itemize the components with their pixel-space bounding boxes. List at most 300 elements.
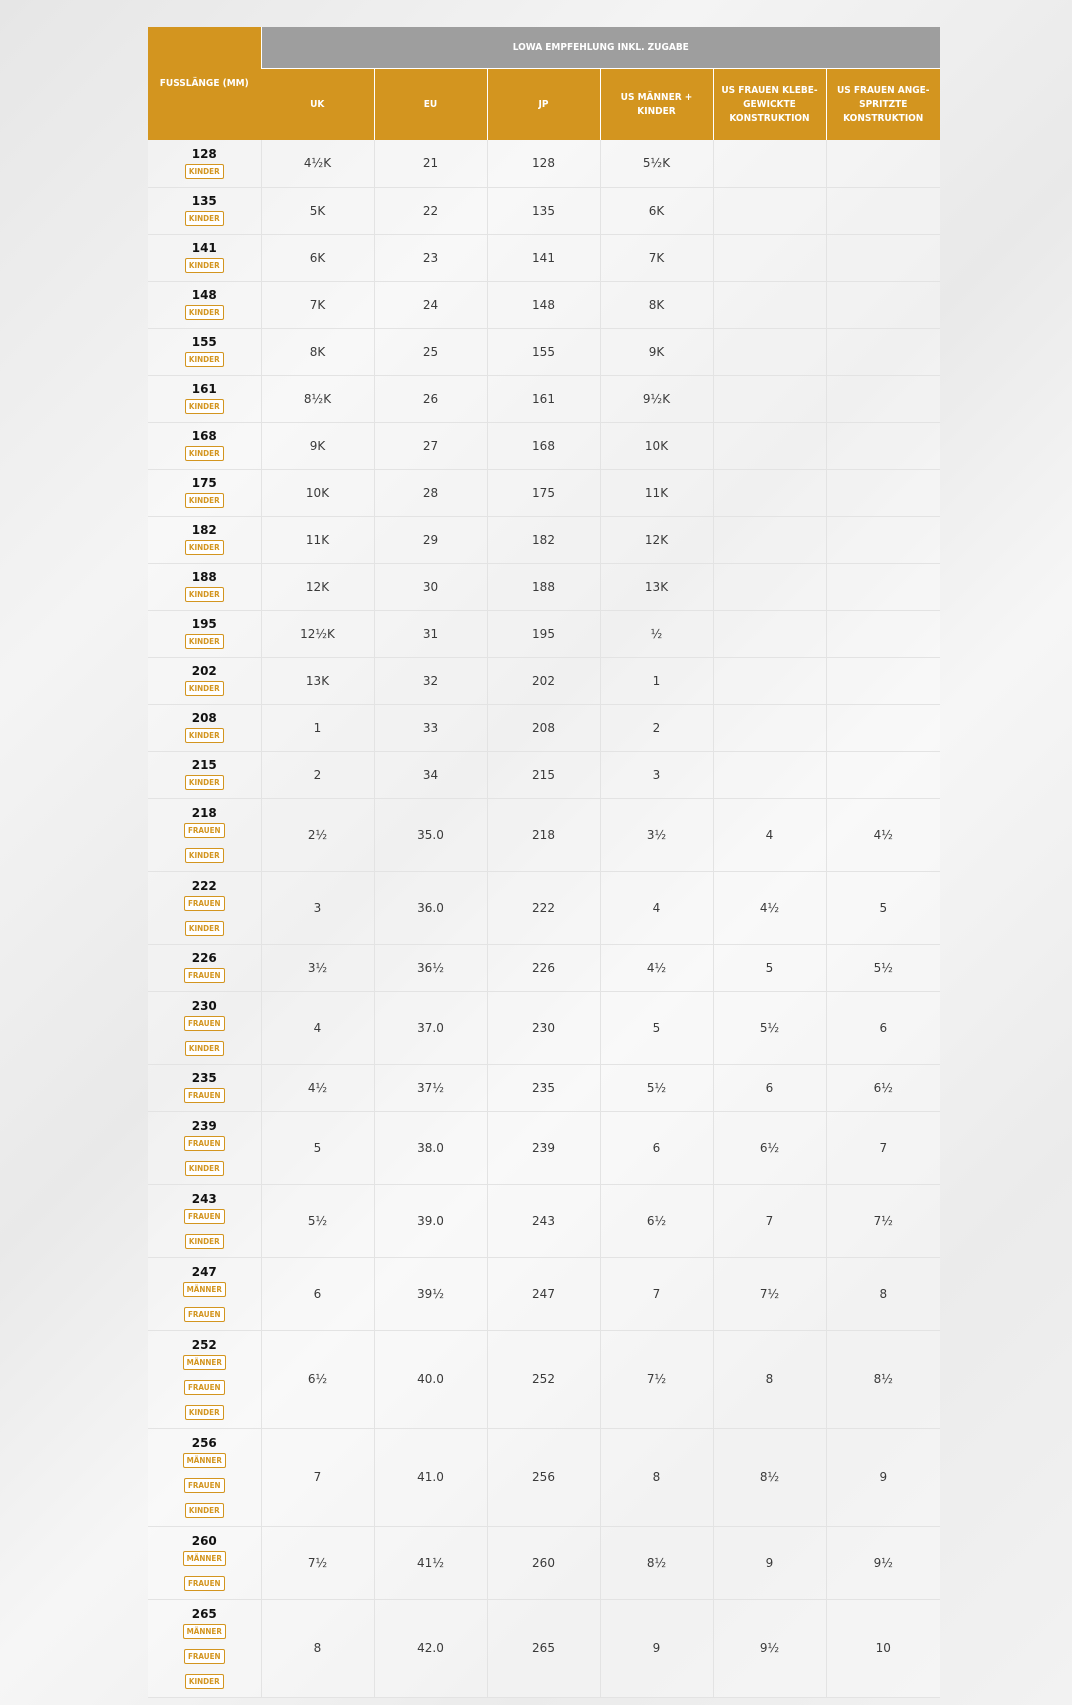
jp-size-cell: 148 <box>487 281 600 328</box>
foot-length-value: 141 <box>191 241 217 255</box>
eu-size-cell: 34 <box>374 751 487 798</box>
uk-size-cell: 9K <box>261 422 374 469</box>
jp-size-cell: 265 <box>487 1599 600 1697</box>
category-badge: FRAUEN <box>184 823 225 838</box>
foot-length-value: 202 <box>191 664 217 678</box>
table-row <box>148 657 940 704</box>
jp-size-cell: 243 <box>487 1184 600 1257</box>
eu-size-cell: 36.0 <box>374 871 487 944</box>
category-badge: KINDER <box>185 634 224 649</box>
uk-size-cell: 6½ <box>261 1330 374 1428</box>
us-men-kids-size-cell: 9 <box>600 1599 713 1697</box>
category-badge: KINDER <box>185 540 224 555</box>
table-row <box>148 871 940 944</box>
eu-size-cell: 41½ <box>374 1526 487 1599</box>
badge-group <box>148 965 261 983</box>
category-badge: FRAUEN <box>184 1209 225 1224</box>
us-men-kids-size-cell: 11K <box>600 469 713 516</box>
category-badge: KINDER <box>185 258 224 273</box>
us-women-glued-size-cell <box>713 375 826 422</box>
us-women-glued-size-cell <box>713 657 826 704</box>
category-badge: FRAUEN <box>184 1088 225 1103</box>
foot-length-value: 128 <box>191 146 217 161</box>
foot-length-cell <box>148 187 261 234</box>
foot-length-value: 230 <box>191 998 217 1013</box>
us-men-kids-size-cell: 9½K <box>600 375 713 422</box>
badge-group <box>148 1279 261 1322</box>
jp-size-cell: 168 <box>487 422 600 469</box>
us-women-injected-size-cell <box>826 422 940 469</box>
us-women-glued-size-cell: 4½ <box>713 871 826 944</box>
jp-size-cell: 161 <box>487 375 600 422</box>
badge-group <box>148 772 261 790</box>
uk-size-cell: 7½ <box>261 1526 374 1599</box>
us-women-injected-size-cell: 9½ <box>826 1526 940 1599</box>
foot-length-value: 247 <box>191 1264 217 1279</box>
us-women-injected-size-cell: 5 <box>826 871 940 944</box>
category-badge: FRAUEN <box>184 1478 225 1493</box>
uk-size-cell: 13K <box>261 657 374 704</box>
us-women-glued-size-cell: 7 <box>713 1184 826 1257</box>
foot-length-value: 265 <box>191 1606 217 1621</box>
category-badge: KINDER <box>185 681 224 696</box>
us-women-injected-size-cell: 8 <box>826 1257 940 1330</box>
eu-size-cell: 41.0 <box>374 1428 487 1526</box>
badge-group <box>148 725 261 743</box>
category-badge: KINDER <box>185 775 224 790</box>
badge-group <box>148 584 261 602</box>
category-badge: FRAUEN <box>184 1649 225 1664</box>
us-men-kids-size-cell: 7K <box>600 234 713 281</box>
us-women-glued-size-cell <box>713 140 826 187</box>
eu-size-cell: 36½ <box>374 944 487 991</box>
category-badge: MÄNNER <box>183 1624 226 1639</box>
size-table-body <box>148 140 940 1697</box>
us-men-kids-size-cell: 8½ <box>600 1526 713 1599</box>
badge-group <box>148 537 261 555</box>
category-badge: KINDER <box>185 1041 224 1056</box>
foot-length-value: 175 <box>191 476 217 490</box>
foot-length-value: 260 <box>191 1533 217 1548</box>
us-women-injected-size-cell: 4½ <box>826 798 940 871</box>
category-badge: MÄNNER <box>183 1282 226 1297</box>
jp-size-cell: 202 <box>487 657 600 704</box>
table-row <box>148 563 940 610</box>
header-jp: JP <box>487 69 600 141</box>
category-badge: KINDER <box>185 1503 224 1518</box>
us-women-glued-size-cell: 8 <box>713 1330 826 1428</box>
header-foot-length: FUSSLÄNGE (MM) <box>148 27 261 140</box>
category-badge: KINDER <box>185 1674 224 1689</box>
us-men-kids-size-cell: 9K <box>600 328 713 375</box>
jp-size-cell: 222 <box>487 871 600 944</box>
us-women-injected-size-cell: 10 <box>826 1599 940 1697</box>
category-badge: FRAUEN <box>184 1307 225 1322</box>
us-men-kids-size-cell: 6K <box>600 187 713 234</box>
badge-group <box>148 1352 261 1420</box>
us-women-injected-size-cell <box>826 328 940 375</box>
eu-size-cell: 30 <box>374 563 487 610</box>
table-row <box>148 187 940 234</box>
us-men-kids-size-cell: 3 <box>600 751 713 798</box>
us-women-glued-size-cell: 4 <box>713 798 826 871</box>
table-row <box>148 1257 940 1330</box>
us-women-glued-size-cell <box>713 610 826 657</box>
us-men-kids-size-cell: 6½ <box>600 1184 713 1257</box>
jp-size-cell: 141 <box>487 234 600 281</box>
us-men-kids-size-cell: 4 <box>600 871 713 944</box>
foot-length-cell <box>148 328 261 375</box>
us-women-injected-size-cell <box>826 657 940 704</box>
eu-size-cell: 21 <box>374 140 487 187</box>
jp-size-cell: 218 <box>487 798 600 871</box>
us-men-kids-size-cell: 5½ <box>600 1064 713 1111</box>
eu-size-cell: 27 <box>374 422 487 469</box>
table-row <box>148 1599 940 1697</box>
foot-length-cell <box>148 1599 261 1697</box>
foot-length-value: 256 <box>191 1435 217 1450</box>
foot-length-cell <box>148 1330 261 1428</box>
foot-length-value: 215 <box>191 758 217 772</box>
table-row <box>148 234 940 281</box>
category-badge: KINDER <box>185 728 224 743</box>
foot-length-value: 243 <box>191 1191 217 1206</box>
table-row <box>148 1330 940 1428</box>
badge-group <box>148 302 261 320</box>
foot-length-cell <box>148 1526 261 1599</box>
jp-size-cell: 182 <box>487 516 600 563</box>
eu-size-cell: 28 <box>374 469 487 516</box>
category-badge: KINDER <box>185 446 224 461</box>
eu-size-cell: 35.0 <box>374 798 487 871</box>
header-eu: EU <box>374 69 487 141</box>
jp-size-cell: 230 <box>487 991 600 1064</box>
foot-length-cell <box>148 422 261 469</box>
table-row <box>148 375 940 422</box>
badge-group <box>148 631 261 649</box>
eu-size-cell: 22 <box>374 187 487 234</box>
table-row <box>148 1111 940 1184</box>
us-women-glued-size-cell <box>713 704 826 751</box>
jp-size-cell: 252 <box>487 1330 600 1428</box>
jp-size-cell: 128 <box>487 140 600 187</box>
eu-size-cell: 39.0 <box>374 1184 487 1257</box>
category-badge: KINDER <box>185 1405 224 1420</box>
eu-size-cell: 32 <box>374 657 487 704</box>
category-badge: FRAUEN <box>184 968 225 983</box>
table-row <box>148 140 940 187</box>
table-row <box>148 328 940 375</box>
category-badge: FRAUEN <box>184 1016 225 1031</box>
uk-size-cell: 11K <box>261 516 374 563</box>
uk-size-cell: 2 <box>261 751 374 798</box>
foot-length-cell <box>148 657 261 704</box>
jp-size-cell: 188 <box>487 563 600 610</box>
table-row <box>148 944 940 991</box>
us-men-kids-size-cell: 12K <box>600 516 713 563</box>
eu-size-cell: 42.0 <box>374 1599 487 1697</box>
badge-group <box>148 1206 261 1249</box>
foot-length-cell <box>148 563 261 610</box>
badge-group <box>148 349 261 367</box>
foot-length-value: 155 <box>191 335 217 349</box>
badge-group <box>148 678 261 696</box>
category-badge: KINDER <box>185 352 224 367</box>
us-men-kids-size-cell: 6 <box>600 1111 713 1184</box>
jp-size-cell: 208 <box>487 704 600 751</box>
us-women-injected-size-cell: 7 <box>826 1111 940 1184</box>
badge-group <box>148 255 261 273</box>
uk-size-cell: 5K <box>261 187 374 234</box>
foot-length-value: 252 <box>191 1337 217 1352</box>
uk-size-cell: 4½K <box>261 140 374 187</box>
foot-length-cell <box>148 234 261 281</box>
uk-size-cell: 10K <box>261 469 374 516</box>
foot-length-value: 239 <box>191 1118 217 1133</box>
jp-size-cell: 239 <box>487 1111 600 1184</box>
us-men-kids-size-cell: 13K <box>600 563 713 610</box>
us-women-injected-size-cell: 6½ <box>826 1064 940 1111</box>
eu-size-cell: 24 <box>374 281 487 328</box>
us-women-glued-size-cell <box>713 751 826 798</box>
foot-length-cell <box>148 1184 261 1257</box>
jp-size-cell: 226 <box>487 944 600 991</box>
category-badge: MÄNNER <box>183 1551 226 1566</box>
us-women-injected-size-cell: 6 <box>826 991 940 1064</box>
jp-size-cell: 195 <box>487 610 600 657</box>
badge-group <box>148 161 261 179</box>
table-row <box>148 704 940 751</box>
us-women-injected-size-cell: 7½ <box>826 1184 940 1257</box>
us-women-injected-size-cell <box>826 234 940 281</box>
us-women-glued-size-cell: 7½ <box>713 1257 826 1330</box>
uk-size-cell: 3½ <box>261 944 374 991</box>
us-women-glued-size-cell <box>713 328 826 375</box>
badge-group <box>148 490 261 508</box>
us-women-injected-size-cell <box>826 610 940 657</box>
badge-group <box>148 820 261 863</box>
jp-size-cell: 215 <box>487 751 600 798</box>
table-row <box>148 1526 940 1599</box>
uk-size-cell: 3 <box>261 871 374 944</box>
foot-length-cell <box>148 798 261 871</box>
eu-size-cell: 37.0 <box>374 991 487 1064</box>
header-us-women-injected: US FRAUEN ANGE-SPRITZTE KONSTRUKTION <box>826 69 940 141</box>
us-women-glued-size-cell: 6½ <box>713 1111 826 1184</box>
foot-length-value: 226 <box>191 951 217 965</box>
table-row <box>148 1184 940 1257</box>
eu-size-cell: 39½ <box>374 1257 487 1330</box>
category-badge: KINDER <box>185 493 224 508</box>
category-badge: KINDER <box>185 211 224 226</box>
us-men-kids-size-cell: 7½ <box>600 1330 713 1428</box>
foot-length-value: 208 <box>191 711 217 725</box>
foot-length-cell <box>148 704 261 751</box>
us-women-glued-size-cell: 6 <box>713 1064 826 1111</box>
us-women-injected-size-cell: 9 <box>826 1428 940 1526</box>
us-men-kids-size-cell: 5½K <box>600 140 713 187</box>
eu-size-cell: 38.0 <box>374 1111 487 1184</box>
foot-length-cell <box>148 871 261 944</box>
uk-size-cell: 4 <box>261 991 374 1064</box>
us-men-kids-size-cell: 8 <box>600 1428 713 1526</box>
table-row <box>148 751 940 798</box>
foot-length-value: 195 <box>191 617 217 631</box>
category-badge: FRAUEN <box>184 896 225 911</box>
table-row <box>148 516 940 563</box>
size-table <box>148 27 940 1698</box>
jp-size-cell: 155 <box>487 328 600 375</box>
uk-size-cell: 6K <box>261 234 374 281</box>
eu-size-cell: 25 <box>374 328 487 375</box>
us-women-glued-size-cell <box>713 563 826 610</box>
foot-length-cell <box>148 1257 261 1330</box>
category-badge: MÄNNER <box>183 1355 226 1370</box>
foot-length-cell <box>148 375 261 422</box>
header-us-men-kids: US MÄNNER + KINDER <box>600 69 713 141</box>
category-badge: FRAUEN <box>184 1136 225 1151</box>
foot-length-value: 222 <box>191 878 217 893</box>
category-badge: KINDER <box>185 164 224 179</box>
foot-length-cell <box>148 516 261 563</box>
foot-length-value: 135 <box>191 194 217 208</box>
foot-length-value: 235 <box>191 1071 217 1085</box>
table-row <box>148 1064 940 1111</box>
us-women-glued-size-cell: 8½ <box>713 1428 826 1526</box>
us-women-glued-size-cell: 9½ <box>713 1599 826 1697</box>
us-women-glued-size-cell: 5½ <box>713 991 826 1064</box>
badge-group <box>148 208 261 226</box>
badge-group <box>148 1133 261 1176</box>
badge-group <box>148 893 261 936</box>
category-badge: KINDER <box>185 587 224 602</box>
foot-length-value: 182 <box>191 523 217 537</box>
category-badge: MÄNNER <box>183 1453 226 1468</box>
badge-group <box>148 396 261 414</box>
us-women-injected-size-cell <box>826 140 940 187</box>
badge-group <box>148 1013 261 1056</box>
table-row <box>148 469 940 516</box>
foot-length-cell <box>148 1064 261 1111</box>
us-women-glued-size-cell <box>713 516 826 563</box>
table-row <box>148 281 940 328</box>
eu-size-cell: 40.0 <box>374 1330 487 1428</box>
table-row <box>148 991 940 1064</box>
jp-size-cell: 175 <box>487 469 600 516</box>
us-men-kids-size-cell: 1 <box>600 657 713 704</box>
us-women-injected-size-cell <box>826 516 940 563</box>
eu-size-cell: 26 <box>374 375 487 422</box>
uk-size-cell: 1 <box>261 704 374 751</box>
category-badge: KINDER <box>185 1161 224 1176</box>
badge-group <box>148 1621 261 1689</box>
eu-size-cell: 23 <box>374 234 487 281</box>
us-women-glued-size-cell <box>713 422 826 469</box>
header-group-lowa: LOWA EMPFEHLUNG INKL. ZUGABE <box>261 27 940 69</box>
us-women-injected-size-cell <box>826 187 940 234</box>
table-row <box>148 1428 940 1526</box>
foot-length-cell <box>148 469 261 516</box>
uk-size-cell: 7 <box>261 1428 374 1526</box>
us-women-glued-size-cell: 5 <box>713 944 826 991</box>
us-women-injected-size-cell <box>826 375 940 422</box>
badge-group <box>148 1450 261 1518</box>
size-chart <box>148 27 940 1698</box>
us-women-glued-size-cell <box>713 234 826 281</box>
foot-length-cell <box>148 944 261 991</box>
category-badge: KINDER <box>185 399 224 414</box>
foot-length-value: 188 <box>191 570 217 584</box>
badge-group <box>148 443 261 461</box>
header-uk: UK <box>261 69 374 141</box>
foot-length-cell <box>148 140 261 187</box>
us-men-kids-size-cell: 3½ <box>600 798 713 871</box>
us-men-kids-size-cell: 2 <box>600 704 713 751</box>
table-row <box>148 422 940 469</box>
uk-size-cell: 8½K <box>261 375 374 422</box>
category-badge: KINDER <box>185 1234 224 1249</box>
foot-length-value: 161 <box>191 382 217 396</box>
uk-size-cell: 5 <box>261 1111 374 1184</box>
category-badge: FRAUEN <box>184 1576 225 1591</box>
category-badge: FRAUEN <box>184 1380 225 1395</box>
us-women-injected-size-cell: 8½ <box>826 1330 940 1428</box>
jp-size-cell: 235 <box>487 1064 600 1111</box>
jp-size-cell: 256 <box>487 1428 600 1526</box>
us-men-kids-size-cell: 7 <box>600 1257 713 1330</box>
foot-length-cell <box>148 281 261 328</box>
category-badge: KINDER <box>185 305 224 320</box>
table-row <box>148 798 940 871</box>
jp-size-cell: 260 <box>487 1526 600 1599</box>
category-badge: KINDER <box>185 921 224 936</box>
uk-size-cell: 6 <box>261 1257 374 1330</box>
us-women-glued-size-cell <box>713 469 826 516</box>
eu-size-cell: 33 <box>374 704 487 751</box>
foot-length-cell <box>148 1111 261 1184</box>
us-women-injected-size-cell <box>826 751 940 798</box>
header-us-women-glued: US FRAUEN KLEBE-GEWICKTE KONSTRUKTION <box>713 69 826 141</box>
us-men-kids-size-cell: 5 <box>600 991 713 1064</box>
us-women-injected-size-cell <box>826 704 940 751</box>
us-men-kids-size-cell: 8K <box>600 281 713 328</box>
badge-group <box>148 1548 261 1591</box>
uk-size-cell: 5½ <box>261 1184 374 1257</box>
us-women-glued-size-cell <box>713 281 826 328</box>
us-men-kids-size-cell: 10K <box>600 422 713 469</box>
jp-size-cell: 247 <box>487 1257 600 1330</box>
uk-size-cell: 12K <box>261 563 374 610</box>
us-women-glued-size-cell: 9 <box>713 1526 826 1599</box>
us-women-injected-size-cell <box>826 281 940 328</box>
badge-group <box>148 1085 261 1103</box>
foot-length-cell <box>148 991 261 1064</box>
eu-size-cell: 31 <box>374 610 487 657</box>
table-row <box>148 610 940 657</box>
foot-length-cell <box>148 1428 261 1526</box>
foot-length-value: 148 <box>191 288 217 302</box>
uk-size-cell: 2½ <box>261 798 374 871</box>
eu-size-cell: 29 <box>374 516 487 563</box>
category-badge: KINDER <box>185 848 224 863</box>
foot-length-cell <box>148 610 261 657</box>
us-women-glued-size-cell <box>713 187 826 234</box>
us-men-kids-size-cell: 4½ <box>600 944 713 991</box>
uk-size-cell: 8K <box>261 328 374 375</box>
uk-size-cell: 12½K <box>261 610 374 657</box>
us-women-injected-size-cell <box>826 563 940 610</box>
uk-size-cell: 4½ <box>261 1064 374 1111</box>
